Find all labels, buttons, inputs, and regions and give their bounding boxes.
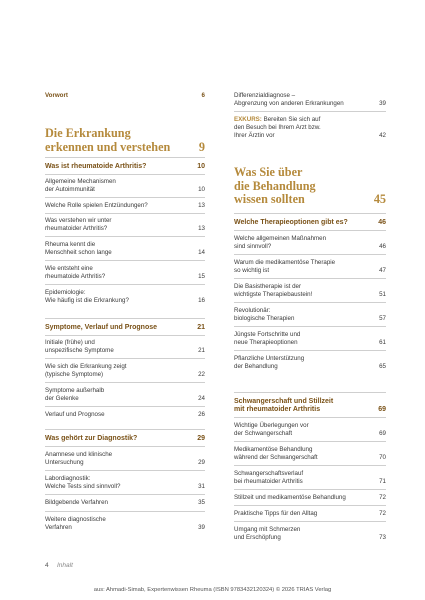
- toc-entry-title: Jüngste Fortschritte und neue Therapieoptionen: [234, 331, 301, 346]
- toc-entry-title: Labordiagnostik: Welche Tests sind sinnvoll?: [45, 475, 121, 490]
- toc-entry[interactable]: [234, 259, 386, 275]
- toc-entry[interactable]: [45, 217, 205, 233]
- divider: [234, 465, 386, 466]
- toc-entry-page: 70: [379, 454, 386, 461]
- toc-entry[interactable]: [45, 475, 205, 491]
- divider: [234, 230, 386, 231]
- toc-entry[interactable]: [45, 241, 205, 257]
- divider: [234, 213, 386, 214]
- toc-entry-title: Welche Rolle spielen Entzündungen?: [45, 202, 148, 209]
- divider: [234, 521, 386, 522]
- chapter-heading-2[interactable]: [234, 166, 386, 207]
- toc-section-heading[interactable]: [234, 219, 386, 227]
- toc-entry[interactable]: [234, 92, 386, 108]
- toc-entry[interactable]: [234, 331, 386, 347]
- toc-entry-page: 57: [379, 315, 386, 322]
- divider: [234, 417, 386, 418]
- toc-entry-title: Initiale (frühe) und unspezifische Symptome: [45, 339, 114, 354]
- toc-entry-page: 21: [197, 324, 205, 331]
- chapter-title: Die Erkrankung erkennen und verstehen: [45, 126, 171, 154]
- divider: [45, 335, 205, 336]
- toc-entry-title: Verlauf und Prognose: [45, 411, 105, 418]
- toc-entry-title: Differenzialdiagnose – Abgrenzung von anderen Erkrankungen: [234, 92, 344, 107]
- toc-section-heading[interactable]: [45, 435, 205, 443]
- divider: [45, 494, 205, 495]
- divider: [45, 260, 205, 261]
- divider: [45, 511, 205, 512]
- toc-entry-page: 69: [379, 430, 386, 437]
- toc-entry[interactable]: [234, 422, 386, 438]
- toc-entry-title: Epidemiologie: Wie häufig ist die Erkrankung?: [45, 289, 129, 304]
- toc-entry[interactable]: [234, 355, 386, 371]
- toc-entry-title: Wichtige Überlegungen vor der Schwangerschaft: [234, 422, 309, 437]
- chapter-page: 9: [198, 139, 205, 154]
- toc-entry[interactable]: [45, 265, 205, 281]
- toc-entry-title: Allgemeine Mechanismen der Autoimmunität: [45, 178, 116, 193]
- toc-entry-title: Anamnese und klinische Untersuchung: [45, 451, 113, 466]
- divider: [45, 174, 205, 175]
- toc-entry-page: 26: [198, 411, 205, 418]
- toc-entry-page: 15: [198, 273, 205, 280]
- toc-entry-page: 6: [201, 92, 205, 99]
- chapter-heading-1[interactable]: [45, 127, 205, 154]
- divider: [45, 470, 205, 471]
- toc-entry[interactable]: [234, 510, 386, 518]
- divider: [45, 358, 205, 359]
- toc-entry-page: 51: [379, 291, 386, 298]
- toc-entry[interactable]: [45, 387, 205, 403]
- toc-entry-page: 72: [379, 494, 386, 501]
- toc-entry-title: Stillzeit und medikamentöse Behandlung: [234, 494, 346, 501]
- divider: [45, 236, 205, 237]
- toc-entry-page: 47: [379, 267, 386, 274]
- toc-entry-title: Welche allgemeinen Maßnahmen sind sinnvoll?: [234, 235, 327, 250]
- divider: [234, 441, 386, 442]
- toc-entry-title: Die Basistherapie ist der wichtigste Therapiebaustein!: [234, 283, 313, 298]
- toc-entry-title: Praktische Tipps für den Alltag: [234, 510, 318, 517]
- toc-entry-page: 46: [378, 219, 386, 226]
- toc-entry-page: 71: [379, 478, 386, 485]
- divider: [45, 429, 205, 430]
- toc-entry-title: Symptome, Verlauf und Prognose: [45, 324, 158, 331]
- divider: [45, 406, 205, 407]
- toc-entry-page: 24: [198, 395, 205, 402]
- toc-entry[interactable]: [45, 178, 205, 194]
- toc-entry-title: Wie entsteht eine rheumatoide Arthritis?: [45, 265, 106, 280]
- toc-entry[interactable]: [45, 363, 205, 379]
- toc-entry-title: Schwangerschaftsverlauf bei rheumatoider Arthritis: [234, 470, 304, 485]
- toc-entry-page: 14: [198, 249, 205, 256]
- toc-entry-page: 72: [379, 510, 386, 517]
- chapter-page: 45: [373, 192, 386, 206]
- toc-entry-page: 13: [198, 225, 205, 232]
- divider: [45, 213, 205, 214]
- toc-entry[interactable]: [45, 499, 205, 507]
- toc-entry[interactable]: [234, 494, 386, 502]
- divider: [234, 392, 386, 393]
- toc-entry-page: 42: [379, 132, 386, 139]
- toc-entry-page: 13: [198, 202, 205, 209]
- toc-section-heading[interactable]: [45, 163, 205, 171]
- toc-entry-title: Vorwort: [45, 92, 68, 99]
- toc-entry-page: 10: [198, 186, 205, 193]
- toc-entry-page: 16: [198, 297, 205, 304]
- divider: [234, 254, 386, 255]
- toc-entry-page: 73: [379, 534, 386, 541]
- toc-entry[interactable]: [234, 470, 386, 486]
- divider: [234, 111, 386, 112]
- divider: [234, 350, 386, 351]
- divider: [234, 505, 386, 506]
- toc-entry[interactable]: [45, 411, 205, 419]
- excurs-label: EXKURS:: [234, 116, 262, 123]
- excurs-title: Bereiten Sie sich auf den Besuch bei Ihrem Arzt bzw. Ihrer Ärztin vor: [234, 116, 321, 139]
- chapter-title: Was Sie über die Behandlung wissen sollten: [234, 165, 316, 206]
- toc-entry-page: 39: [198, 524, 205, 531]
- toc-entry-page: 46: [379, 243, 386, 250]
- toc-entry-page: 35: [198, 499, 205, 506]
- toc-entry[interactable]: [45, 289, 205, 305]
- toc-entry-page: 39: [379, 100, 386, 107]
- toc-entry-vorwort[interactable]: [45, 92, 205, 100]
- toc-entry-page: 22: [198, 371, 205, 378]
- toc-entry-page: 29: [197, 435, 205, 442]
- toc-entry-title: Welche Therapieoptionen gibt es?: [234, 219, 348, 226]
- toc-entry[interactable]: [45, 516, 205, 532]
- divider: [45, 284, 205, 285]
- divider: [45, 446, 205, 447]
- toc-entry-title: Rheuma kennt die Menschheit schon lange: [45, 241, 112, 256]
- toc-entry-title: Warum die medikamentöse Therapie so wichtig ist: [234, 259, 336, 274]
- toc-entry[interactable]: [234, 526, 386, 542]
- divider: [45, 197, 205, 198]
- toc-entry[interactable]: [234, 446, 386, 462]
- toc-entry[interactable]: [234, 307, 386, 323]
- toc-entry-page: 65: [379, 363, 386, 370]
- toc-entry-title: Symptome außerhalb der Gelenke: [45, 387, 105, 402]
- toc-entry-page: 21: [198, 347, 205, 354]
- source-credit: aus: Ahmadi-Simab, Expertenwissen Rheuma (ISBN 9783432120324) © 2026 TRIAS Verlag: [93, 587, 332, 593]
- toc-entry-title: Bildgebende Verfahren: [45, 499, 108, 506]
- toc-entry-title: Was ist rheumatoide Arthritis?: [45, 163, 147, 170]
- toc-entry-title: Wie sich die Erkrankung zeigt (typische Symptome): [45, 363, 127, 378]
- toc-entry-title: Was gehört zur Diagnostik?: [45, 435, 138, 442]
- divider: [234, 489, 386, 490]
- divider: [45, 382, 205, 383]
- toc-entry-title: Pflanzliche Unterstützung der Behandlung: [234, 355, 305, 370]
- running-footer-label: Inhalt: [57, 562, 73, 569]
- divider: [45, 318, 205, 319]
- toc-entry-title: Revolutionär: biologische Therapien: [234, 307, 295, 322]
- divider: [45, 157, 205, 158]
- divider: [234, 302, 386, 303]
- toc-section-heading[interactable]: [234, 398, 386, 414]
- divider: [234, 326, 386, 327]
- toc-entry-page: 29: [198, 459, 205, 466]
- toc-entry-excurs[interactable]: [234, 116, 386, 140]
- toc-entry-page: 10: [197, 163, 205, 170]
- toc-entry-title: Umgang mit Schmerzen und Erschöpfung: [234, 526, 301, 541]
- toc-entry[interactable]: [234, 283, 386, 299]
- page-number: 4: [45, 562, 49, 569]
- toc-entry-title: Schwangerschaft und Stillzeit mit rheumatoider Arthritis: [234, 398, 334, 413]
- toc-entry-title: Medikamentöse Behandlung während der Schwangerschaft: [234, 446, 318, 461]
- toc-entry-title: Weitere diagnostische Verfahren: [45, 516, 106, 531]
- toc-entry-page: 69: [378, 406, 386, 413]
- toc-entry-title: [234, 116, 386, 140]
- divider: [234, 278, 386, 279]
- toc-entry[interactable]: [45, 451, 205, 467]
- toc-entry[interactable]: [234, 235, 386, 251]
- toc-section-heading[interactable]: [45, 324, 205, 332]
- toc-entry-page: 61: [379, 339, 386, 346]
- toc-entry[interactable]: [45, 339, 205, 355]
- toc-entry-page: 31: [198, 483, 205, 490]
- toc-entry[interactable]: [45, 202, 205, 210]
- toc-entry-title: Was verstehen wir unter rheumatoider Arthritis?: [45, 217, 112, 232]
